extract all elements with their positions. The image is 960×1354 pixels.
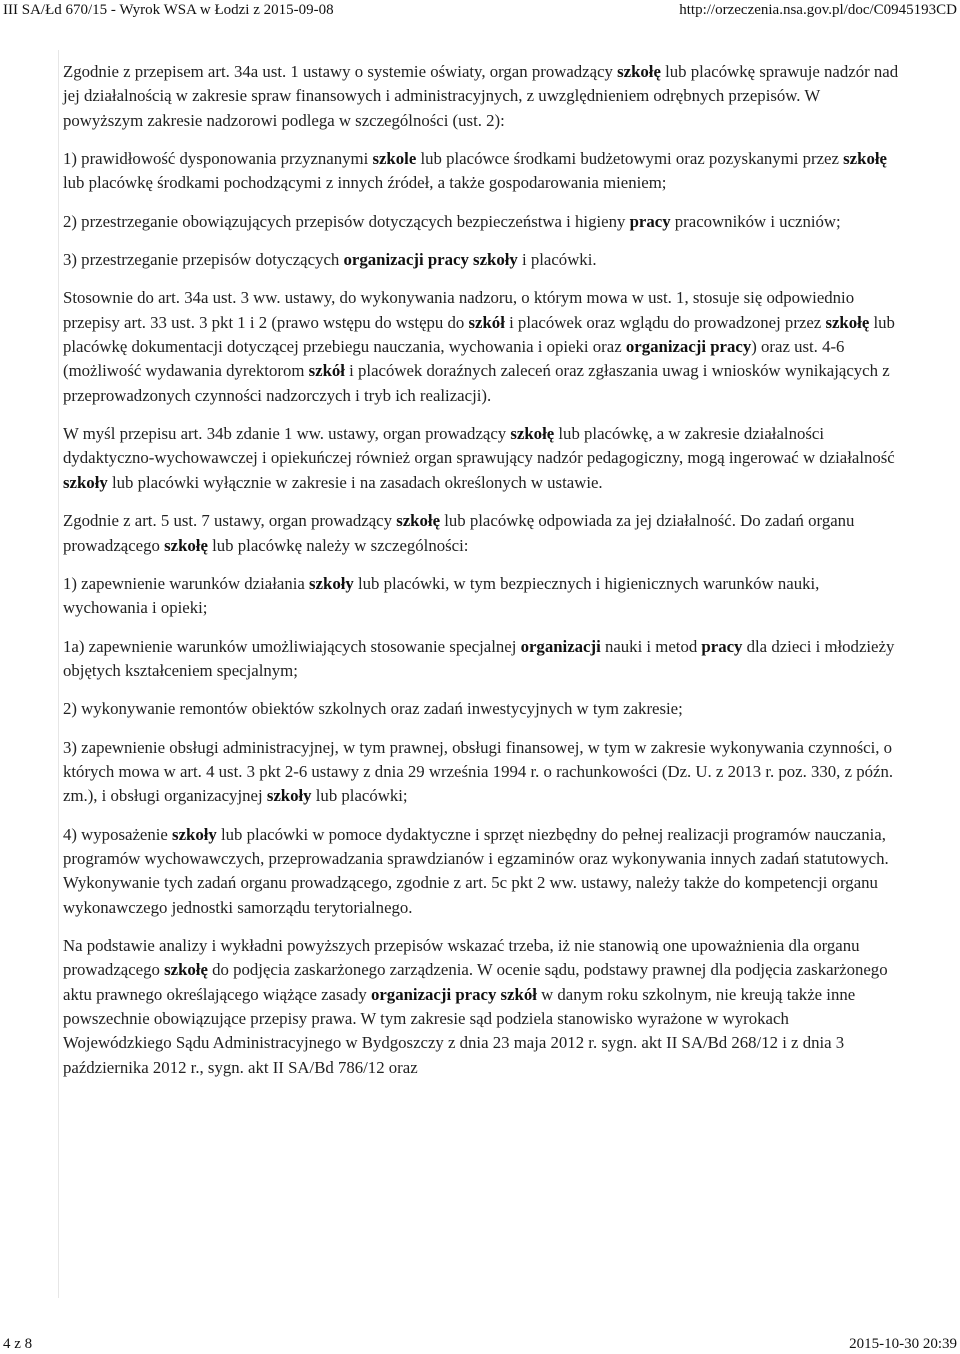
highlighted-term: szkół (308, 361, 345, 381)
highlighted-term: szkoły (172, 824, 217, 844)
paragraph-text: 2) wykonywanie remontów obiektów szkolnych oraz zadań inwestycyjnych w tym zakresie; (63, 699, 683, 719)
paragraph (63, 210, 900, 234)
paragraph-text: ) oraz ust. 4-6 (możliwość wydawania dyrektorom (63, 337, 845, 381)
paragraph (63, 736, 900, 809)
paragraph-text: w danym roku szkolnym, nie kreują także inne powszechnie obowiązujące przepisy prawa. W tym zakresie sąd podziela stanowisko wyrażone w wyrokach Wojewódzkiego Sądu Administracyjnego w Bydgoszczy z dnia 23 maja 2012 r. sygn. akt II SA/Bd 268/12 i z dnia 3 października 2012 r., sygn. akt II SA/Bd 786/12 oraz (63, 984, 856, 1077)
print-timestamp: 2015-10-30 20:39 (849, 1336, 957, 1352)
paragraph-text: pracowników i uczniów; (670, 211, 841, 231)
highlighted-term: organizacji pracy (625, 337, 752, 357)
paragraph-text: nauki i metod (600, 636, 702, 656)
highlighted-term: szkołę (396, 511, 441, 531)
paragraph (63, 635, 900, 684)
paragraph-text: i placówek doraźnych zaleceń oraz zgłaszania uwag i wniosków wynikających z przeprowadzonych czynności nadzorczych i tryb ich realizacji). (63, 361, 890, 405)
highlighted-term: szkoły (266, 786, 312, 806)
highlighted-term: szkół (468, 312, 505, 332)
highlighted-term: organizacji pracy szkoły (343, 250, 518, 270)
paragraph-text: lub placówkę odpowiada za jej działalność. Do zadań organu prowadzącego (63, 511, 855, 555)
highlighted-term: szkołę (843, 149, 887, 169)
paragraph-text: i placówki. (517, 250, 597, 270)
source-url[interactable]: http://orzeczenia.nsa.gov.pl/doc/C0945193CD (679, 2, 957, 18)
paragraph-text: 3) przestrzeganie przepisów dotyczących (63, 250, 344, 270)
paragraph-text: 1a) zapewnienie warunków umożliwiających stosowanie specjalnej (63, 636, 521, 656)
highlighted-term: szkoły (309, 573, 354, 593)
highlighted-term: pracy (629, 211, 671, 231)
paragraph-text: i placówek oraz wglądu do prowadzonej przez (504, 312, 826, 332)
paragraph (63, 572, 900, 621)
highlighted-term: szkoły (63, 472, 108, 492)
highlighted-term: szkołę (164, 960, 208, 980)
paragraph-text: 2) przestrzeganie obowiązujących przepisów dotyczących bezpieczeństwa i higieny (63, 211, 630, 231)
paragraph-text: lub placówkę dokumentacji dotyczącej przebiegu nauczania, wychowania i opieki oraz (63, 312, 895, 357)
print-footer (0, 1334, 960, 1354)
highlighted-term: szkołę (825, 312, 870, 332)
paragraph-text: lub placówki, w tym bezpiecznych i higienicznych warunków nauki, wychowania i opieki; (63, 573, 820, 618)
paragraph-text: 3) zapewnienie obsługi administracyjnej, w tym prawnej, obsługi finansowej, w tym w zakresie wykonywania czynności, o których mowa w art. 4 ust. 3 pkt 2-6 ustawy z dnia 29 września 1994 r. o rachunkowości (Dz. U. z 2013 r. poz. 330, z późn. zm.), i obsługi organizacyjnej (63, 737, 894, 806)
paragraph-text: Na podstawie analizy i wykładni powyższych przepisów wskazać trzeba, iż nie stanowią one upoważnienia dla organu prowadzącego (63, 935, 860, 980)
paragraph-text: lub placówki w pomoce dydaktyczne i sprzęt niezbędny do pełnej realizacji programów nauczania, programów wychowawczych, przeprowadzania sprawdzianów i egzaminów oraz wykonywania innych zadań statutowych. Wykonywanie tych zadań organu prowadzącego, zgodnie z art. 5c pkt 2 ww. ustawy, należy także do kompetencji organu wykonawczego jednostki samorządu terytorialnego. (63, 824, 889, 917)
paragraph-text: W myśl przepisu art. 34b zdanie 1 ww. ustawy, organ prowadzący (63, 424, 511, 444)
paragraph-text: dla dzieci i młodzieży objętych kształceniem specjalnym; (63, 636, 895, 680)
paragraph (63, 823, 900, 920)
highlighted-term: szkołę (164, 535, 208, 555)
paragraph (63, 248, 900, 272)
paragraph-text: lub placówki wyłącznie w zakresie i na zasadach określonych w ustawie. (107, 472, 603, 492)
paragraph-text: lub placówkę środkami pochodzącymi z innych źródeł, a także gospodarowania mieniem; (63, 173, 667, 193)
paragraph-text: Zgodnie z przepisem art. 34a ust. 1 ustawy o systemie oświaty, organ prowadzący (63, 62, 618, 81)
paragraph-text: lub placówce środkami budżetowymi oraz pozyskanymi przez (416, 149, 844, 169)
paragraph-text: 1) prawidłowość dysponowania przyznanymi (63, 149, 373, 169)
paragraph-text: Zgodnie z art. 5 ust. 7 ustawy, organ prowadzący (63, 511, 397, 531)
highlighted-term: organizacji pracy szkół (370, 984, 537, 1004)
paragraph (63, 422, 900, 495)
highlighted-term: szkołę (510, 424, 555, 444)
paragraph-text: lub placówkę, a w zakresie działalności dydaktyczno-wychowawczej i opiekuńczej również organ sprawujący nadzór pedagogiczny, mogą ingerować w działalność (63, 424, 895, 468)
document-body (63, 60, 900, 1094)
paragraph-text: lub placówki; (311, 786, 408, 806)
print-header (0, 0, 960, 20)
paragraph (63, 60, 900, 133)
paragraph (63, 509, 900, 558)
highlighted-term: szkołę (617, 62, 661, 81)
paragraph-text: lub placówkę sprawuje nadzór nad jej działalnością w zakresie spraw finansowych i administracyjnych, z uwzględnieniem odrębnych przepisów. W powyższym zakresie nadzorowi podlega w szczególności (ust. 2): (63, 62, 899, 130)
paragraph (63, 147, 900, 196)
paragraph (63, 934, 900, 1080)
paragraph-text: do podjęcia zaskarżonego zarządzenia. W ocenie sądu, podstawy prawnej dla podjęcia zaskarżonego aktu prawnego określającego wiążące zasady (63, 960, 888, 1004)
paragraph-text: 1) zapewnienie warunków działania (63, 573, 310, 593)
paragraph-text: Stosownie do art. 34a ust. 3 ww. ustawy, do wykonywania nadzoru, o którym mowa w ust. 1, stosuje się odpowiednio przepisy art. 33 ust. 3 pkt 1 i 2 (prawo wstępu do wstępu do (63, 288, 855, 332)
highlighted-term: pracy (701, 636, 743, 656)
paragraph-text: lub placówkę należy w szczególności: (207, 535, 469, 555)
highlighted-term: szkole (372, 149, 417, 169)
highlighted-term: organizacji (520, 636, 601, 656)
document-title: III SA/Łd 670/15 - Wyrok WSA w Łodzi z 2015-09-08 (3, 2, 334, 18)
paragraph-text: 4) wyposażenie (63, 824, 173, 844)
paragraph (63, 697, 900, 721)
paragraph (63, 286, 900, 408)
page-number: 4 z 8 (3, 1336, 33, 1352)
